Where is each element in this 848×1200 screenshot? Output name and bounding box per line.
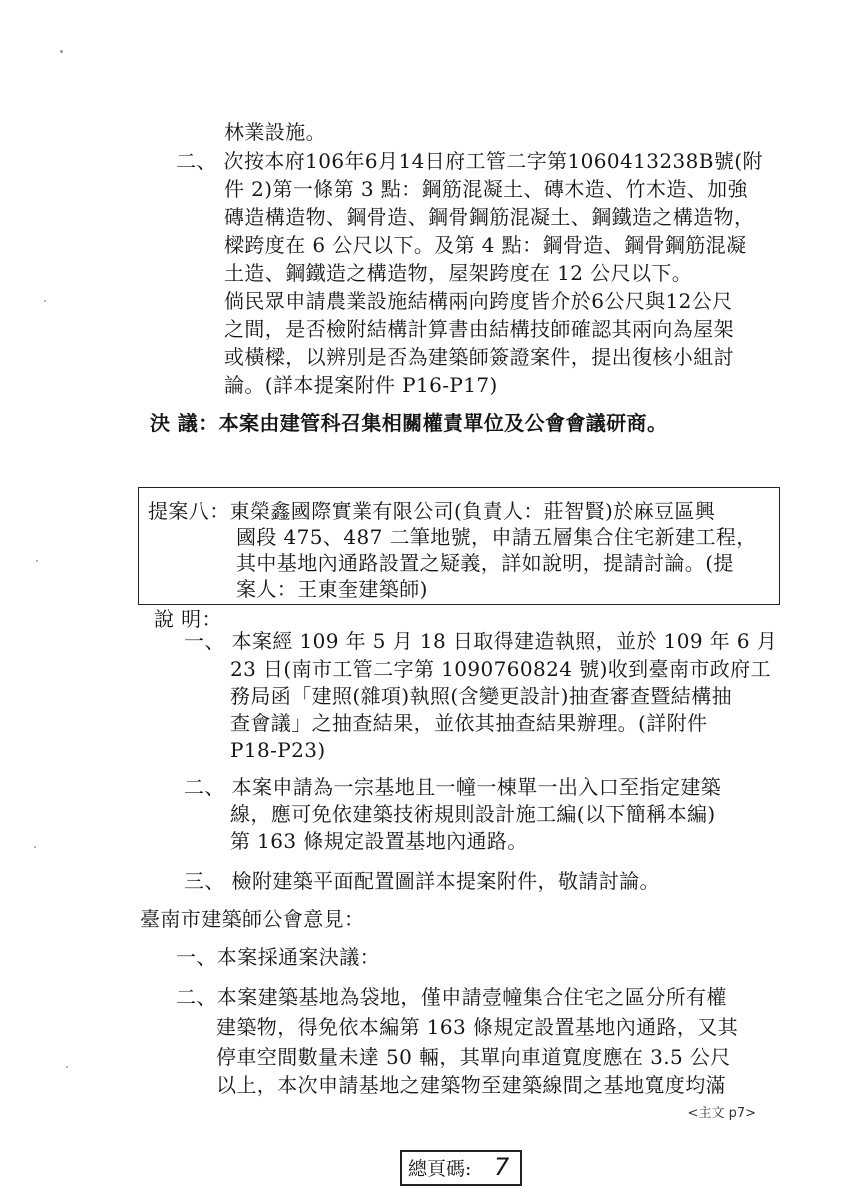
explanation-item2-line-3: 第 163 條規定設置基地內通路。 (230, 829, 528, 853)
item2-line-3: 磚造構造物、鋼骨造、鋼骨鋼筋混凝土、鋼鐵造之構造物， (224, 205, 755, 229)
total-page-stamp (400, 1150, 522, 1186)
item2-line-5: 土造、鋼鐵造之構造物，屋架跨度在 12 公尺以下。 (224, 261, 693, 285)
association-item2-line-4: 以上，本次申請基地之建築物至建築線間之基地寬度均滿 (216, 1073, 726, 1097)
scan-speck (36, 560, 38, 562)
explanation-item1-line-3: 務局函「建照(雜項)執照(含變更設計)抽查審查暨結構抽 (230, 684, 733, 708)
scan-speck (44, 300, 46, 302)
proposal-line-2: 國段 475、487 二筆地號，申請五層集合住宅新建工程， (236, 525, 757, 549)
resolution-line: 決 議：本案由建管科召集相關權責單位及公會會議研商。 (150, 411, 668, 435)
continuation-line: 林業設施。 (224, 120, 326, 144)
explanation-item3: 三、 檢附建築平面配置圖詳本提案附件，敬請討論。 (184, 869, 660, 893)
stamp-label: 總頁碼: (408, 1158, 472, 1180)
proposal-line-3: 其中基地內通路設置之疑義，詳如說明，提請討論。(提 (236, 551, 734, 575)
association-heading: 臺南市建築師公會意見： (140, 907, 365, 931)
proposal-line-4: 案人：王東奎建築師) (236, 577, 428, 601)
proposal-line-1: 提案八：東榮鑫國際實業有限公司(負責人：莊智賢)於麻豆區興 (148, 499, 716, 523)
scan-speck (66, 1066, 68, 1068)
scan-speck (60, 50, 63, 53)
item2-line-4: 樑跨度在 6 公尺以下。及第 4 點：鋼骨造、鋼骨鋼筋混凝 (224, 233, 747, 257)
explanation-heading: 說 明： (154, 607, 222, 631)
scan-speck (34, 846, 36, 848)
association-item1: 一、本案採通案決議： (176, 945, 380, 969)
stamp-number: 7 (494, 1153, 510, 1181)
association-item2-line-1: 二、本案建築基地為袋地，僅申請壹幢集合住宅之區分所有權 (176, 985, 727, 1009)
item2-line-9: 論。(詳本提案附件 P16-P17) (224, 373, 498, 397)
explanation-item1-line-4: 查會議」之抽查結果，並依其抽查結果辦理。(詳附件 (230, 711, 708, 735)
item2-line-8: 或橫樑，以辨別是否為建築師簽證案件，提出復核小組討 (224, 345, 734, 369)
item2-line-7: 之間，是否檢附結構計算書由結構技師確認其兩向為屋架 (224, 317, 734, 341)
association-item2-line-2: 建築物，得免依本編第 163 條規定設置基地內通路，又其 (216, 1015, 739, 1039)
item2-line-2: 件 2)第一條第 3 點：鋼筋混凝土、磚木造、竹木造、加強 (224, 177, 748, 201)
association-item2-line-3: 停車空間數量未達 50 輛，其單向車道寬度應在 3.5 公尺 (216, 1045, 731, 1069)
explanation-item1-line-1: 一、 本案經 109 年 5 月 18 日取得建造執照，並於 109 年 6 月 (184, 629, 778, 653)
item2-line-6: 倘民眾申請農業設施結構兩向跨度皆介於6公尺與12公尺 (224, 289, 733, 313)
explanation-item2-line-1: 二、 本案申請為一宗基地且一幢一棟單一出入口至指定建築 (184, 775, 722, 799)
page-label: <主文 p7> (687, 1106, 756, 1121)
item2-line-1: 二、 次按本府106年6月14日府工管二字第1060413238B號(附 (176, 149, 763, 173)
explanation-item1-line-5: P18-P23) (230, 738, 326, 762)
explanation-item2-line-2: 線，應可免依建築技術規則設計施工編(以下簡稱本編) (230, 802, 716, 826)
explanation-item1-line-2: 23 日(南市工管二字第 1090760824 號)收到臺南市政府工 (230, 657, 771, 681)
